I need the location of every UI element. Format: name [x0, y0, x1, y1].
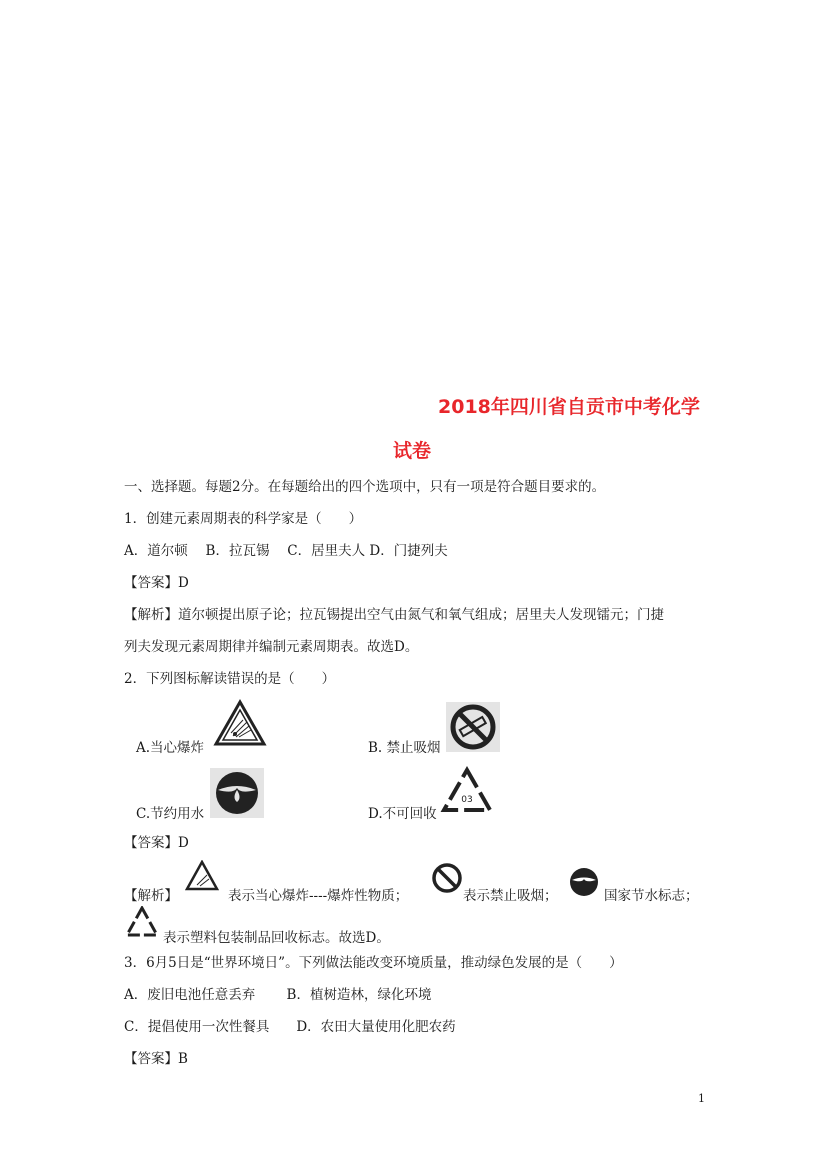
recycle-icon	[440, 766, 494, 816]
question-1-analysis: 【解析】道尔顿提出原子论；拉瓦锡提出空气由氮气和氧气组成；居里夫人发现镭元；门捷	[124, 607, 664, 623]
recycle-code: 03	[461, 795, 473, 805]
question-3-options-row2: C．提倡使用一次性餐具 D．农田大量使用化肥农药	[124, 1019, 456, 1035]
page-title-continued: 试卷	[393, 440, 432, 462]
question-2-option-a: A.当心爆炸	[136, 740, 205, 756]
analysis-explosion-text: 表示当心爆炸----爆炸性物质；	[228, 888, 409, 904]
question-1-analysis-cont: 列夫发现元素周期律并编制元素周期表。故选D。	[124, 639, 419, 655]
no-smoking-icon	[446, 702, 500, 752]
question-3-answer: 【答案】B	[124, 1051, 188, 1067]
recycle-icon-small	[125, 906, 159, 938]
page-number: 1	[698, 1092, 705, 1105]
water-saving-icon	[210, 768, 264, 818]
question-2-option-b: B. 禁止吸烟	[368, 740, 441, 756]
analysis-no-smoking-text: 表示禁止吸烟；	[463, 888, 558, 904]
explosion-warning-icon	[213, 698, 267, 748]
question-1-answer: 【答案】D	[124, 575, 189, 591]
analysis-water-saving-text: 国家节水标志；	[604, 888, 699, 904]
analysis-recycle-text: 表示塑料包装制品回收标志。故选D。	[163, 930, 390, 946]
section-heading: 一、选择题。每题2分。在每题给出的四个选项中，只有一项是符合题目要求的。	[124, 479, 606, 495]
question-2-answer: 【答案】D	[124, 835, 189, 851]
explosion-warning-icon-small	[185, 860, 219, 892]
question-3-stem: 3．6月5日是“世界环境日”。下列做法能改变环境质量，推动绿色发展的是（ ）	[124, 955, 623, 971]
question-2-option-c: C.节约用水	[136, 806, 205, 822]
analysis-label: 【解析】	[124, 888, 178, 904]
question-2-option-d: D.不可回收	[368, 806, 437, 822]
question-2-stem: 2．下列图标解读错误的是（ ）	[124, 671, 336, 687]
question-3-options-row1: A．废旧电池任意丢弃 B．植树造林，绿化环境	[124, 987, 432, 1003]
no-smoking-icon-small	[430, 862, 464, 894]
question-1-stem: 1．创建元素周期表的科学家是（ ）	[124, 511, 363, 527]
page-title: 2018年四川省自贡市中考化学	[438, 396, 700, 418]
water-saving-icon-small	[567, 866, 601, 898]
question-2-analysis	[124, 884, 178, 904]
question-1-options: A．道尔顿 B．拉瓦锡 C．居里夫人 D．门捷列夫	[124, 543, 448, 559]
